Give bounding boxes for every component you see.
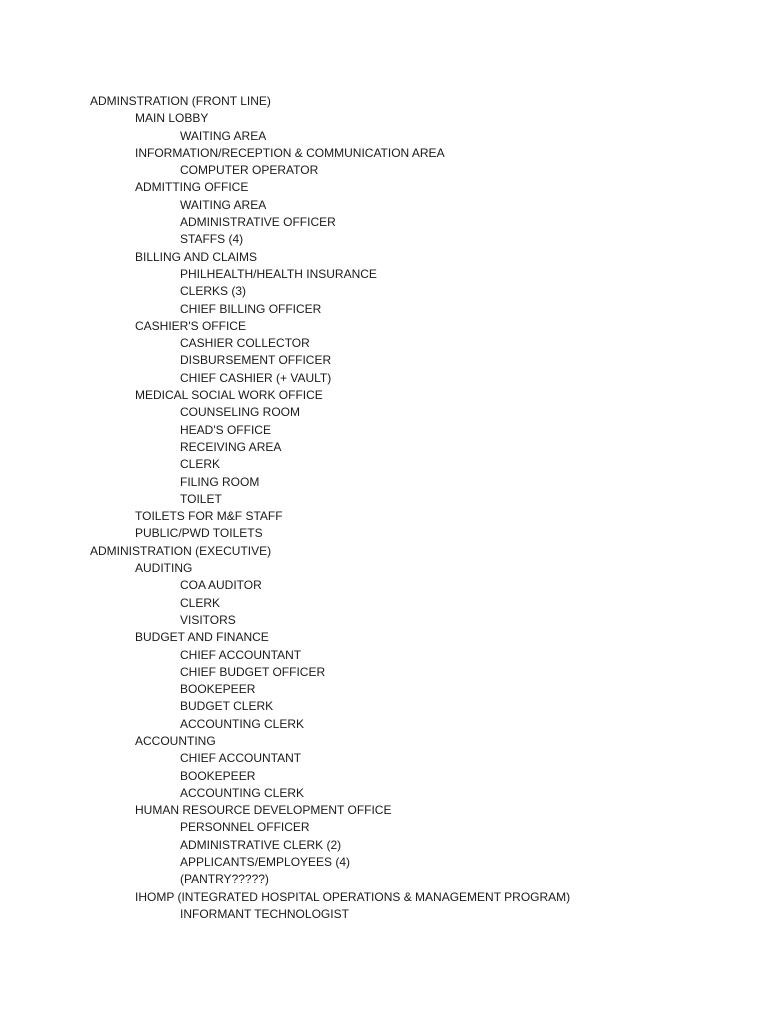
area-item: BUDGET AND FINANCE bbox=[135, 630, 269, 645]
area-item: IHOMP (INTEGRATED HOSPITAL OPERATIONS & MANAGEMENT PROGRAM) bbox=[135, 889, 571, 904]
sub-area-item: CHIEF CASHIER (+ VAULT) bbox=[180, 370, 332, 385]
sub-area-item: FILING ROOM bbox=[180, 474, 260, 489]
area-item: CASHIER'S OFFICE bbox=[135, 318, 246, 333]
sub-area-item: BOOKEPEER bbox=[180, 682, 256, 697]
sub-area-item: COMPUTER OPERATOR bbox=[180, 163, 319, 178]
sub-area-item: CLERK bbox=[180, 595, 221, 610]
sub-area-item: CLERK bbox=[180, 457, 221, 472]
sub-area-item: COUNSELING ROOM bbox=[180, 405, 301, 420]
sub-area-item: BOOKEPEER bbox=[180, 768, 256, 783]
sub-area-item: CHIEF BUDGET OFFICER bbox=[180, 664, 326, 679]
sub-area-item: RECEIVING AREA bbox=[180, 439, 282, 454]
area-item: AUDITING bbox=[135, 561, 193, 576]
sub-area-item: STAFFS (4) bbox=[180, 232, 244, 247]
area-item: INFORMATION/RECEPTION & COMMUNICATION AREA bbox=[135, 145, 445, 160]
sub-area-item: APPLICANTS/EMPLOYEES (4) bbox=[180, 855, 351, 870]
area-item: MAIN LOBBY bbox=[135, 111, 209, 126]
sub-area-item: TOILET bbox=[180, 491, 222, 506]
area-item: HUMAN RESOURCE DEVELOPMENT OFFICE bbox=[135, 803, 392, 818]
sub-area-item: PHILHEALTH/HEALTH INSURANCE bbox=[180, 266, 377, 281]
area-item: BILLING AND CLAIMS bbox=[135, 249, 258, 264]
sub-area-item: ACCOUNTING CLERK bbox=[180, 716, 305, 731]
sub-area-item: (PANTRY?????) bbox=[180, 872, 269, 887]
sub-area-item: CHIEF BILLING OFFICER bbox=[180, 301, 322, 316]
sub-area-item: ADMINISTRATIVE CLERK (2) bbox=[180, 837, 342, 852]
sub-area-item: COA AUDITOR bbox=[180, 578, 262, 593]
sub-area-item: PERSONNEL OFFICER bbox=[180, 820, 310, 835]
sub-area-item: CASHIER COLLECTOR bbox=[180, 336, 310, 351]
section-heading: ADMINSTRATION (FRONT LINE) bbox=[90, 94, 271, 108]
document-outline bbox=[90, 93, 730, 923]
section-heading: ADMINISTRATION (EXECUTIVE) bbox=[90, 543, 272, 558]
sub-area-item: WAITING AREA bbox=[180, 197, 267, 212]
sub-area-item: WAITING AREA bbox=[180, 128, 267, 143]
sub-area-item: DISBURSEMENT OFFICER bbox=[180, 353, 332, 368]
area-item: MEDICAL SOCIAL WORK OFFICE bbox=[135, 388, 323, 403]
sub-area-item: CHIEF ACCOUNTANT bbox=[180, 751, 302, 766]
sub-area-item: HEAD'S OFFICE bbox=[180, 422, 271, 437]
area-item: PUBLIC/PWD TOILETS bbox=[135, 526, 263, 541]
sub-area-item: VISITORS bbox=[180, 612, 236, 627]
sub-area-item: BUDGET CLERK bbox=[180, 699, 274, 714]
area-item: TOILETS FOR M&F STAFF bbox=[135, 509, 283, 524]
sub-area-item: ADMINISTRATIVE OFFICER bbox=[180, 215, 336, 230]
sub-area-item: CHIEF ACCOUNTANT bbox=[180, 647, 302, 662]
sub-area-item: INFORMANT TECHNOLOGIST bbox=[180, 906, 349, 921]
area-item: ACCOUNTING bbox=[135, 733, 216, 748]
sub-area-item: CLERKS (3) bbox=[180, 284, 247, 299]
area-item: ADMITTING OFFICE bbox=[135, 180, 249, 195]
sub-area-item: ACCOUNTING CLERK bbox=[180, 785, 305, 800]
